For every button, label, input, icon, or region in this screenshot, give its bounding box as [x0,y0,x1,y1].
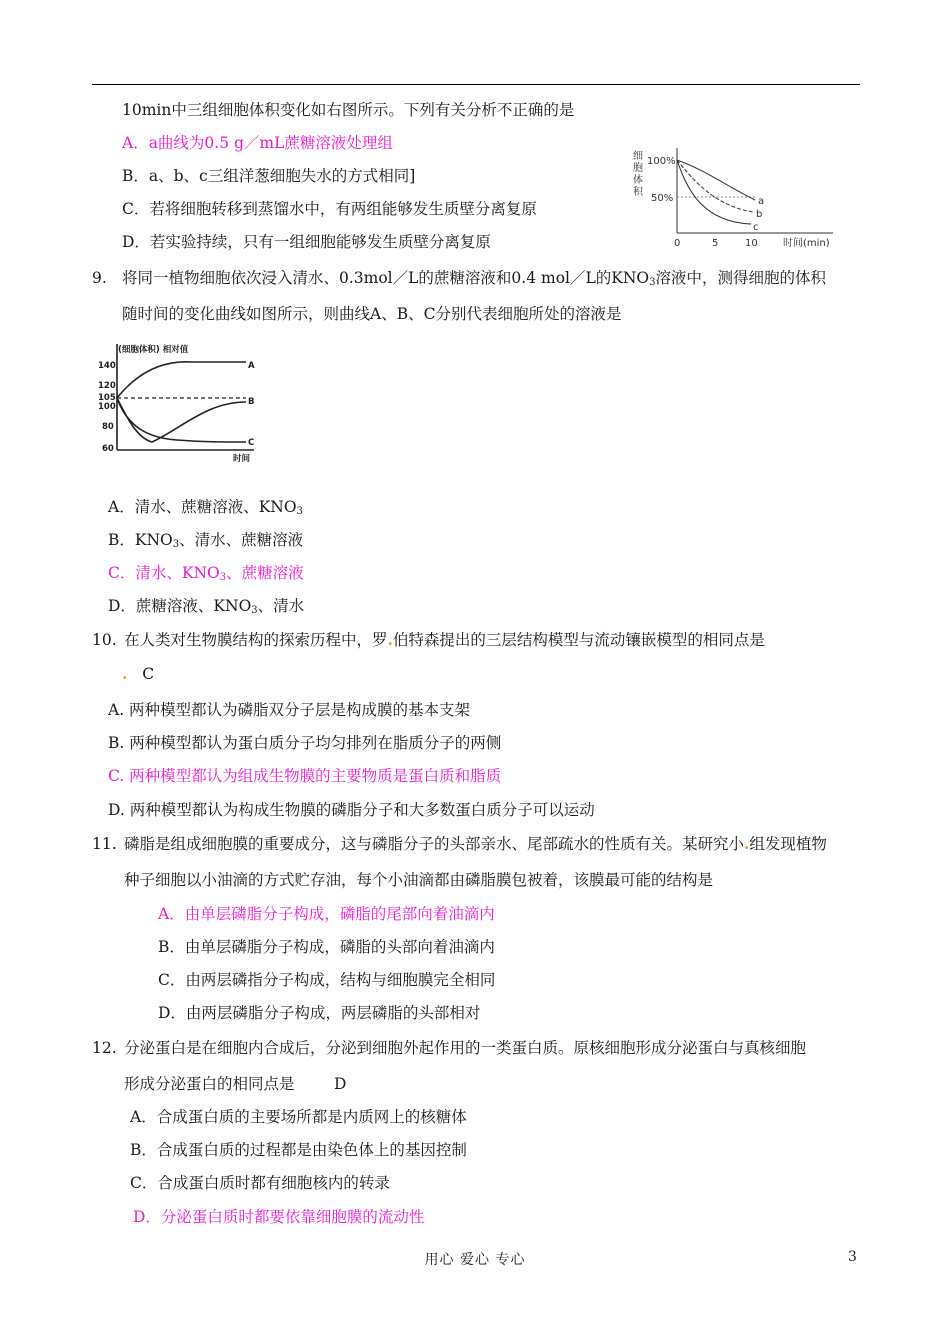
q12-number: 12. [92,1039,117,1057]
q10-number: 10. [92,631,117,649]
q9-curve-label-c: C [248,438,255,448]
q9-number: 9. [92,269,107,287]
q9-ytick-105: 105 [98,393,116,403]
q9-ytick-120: 120 [98,381,116,391]
q9-ytick-140: 140 [98,361,116,371]
q9-curve-label-b: B [248,397,255,407]
q8-option-c: C．若将细胞转移到蒸馏水中，有两组能够发生质壁分离复原 [122,200,537,218]
q12-stem-line2: 形成分泌蛋白的相同点是 D [124,1075,347,1093]
q9-ytick-100: 100 [98,402,116,412]
q8-ytick-50: 50% [651,193,674,204]
q8-option-d: D．若实验持续，只有一组细胞能够发生质壁分离复原 [122,233,491,251]
q8-ylabel-4: 积 [633,187,643,198]
q11-option-a: A．由单层磷脂分子构成，磷脂的尾部向着油滴内 [158,905,495,923]
q8-stem: 10min中三组细胞体积变化如右图所示。下列有关分析不正确的是 [122,101,575,119]
q12-option-a: A．合成蛋白质的主要场所都是内质网上的核糖体 [130,1108,467,1126]
q10-stem: 在人类对生物膜结构的探索历程中，罗.伯特森提出的三层结构模型与流动镶嵌模型的相同点是 [124,630,765,649]
q9-curve-b [117,398,246,442]
q10-answer: C [142,665,155,683]
q12-stem-line1: 分泌蛋白是在细胞内合成后，分泌到细胞外起作用的一类蛋白质。原核细胞形成分泌蛋白与真核细胞 [124,1039,807,1057]
q8-ylabel-3: 体 [633,175,643,186]
q12-option-b: B．合成蛋白质的过程都是由染色体上的基因控制 [130,1141,467,1159]
q9-ytick-60: 60 [102,444,114,454]
q9-stem-line2: 随时间的变化曲线如图所示，则曲线A、B、C分别代表细胞所处的溶液是 [122,305,622,323]
q8-xtick-0: 0 [674,238,681,249]
q8-curve-a [677,160,755,200]
q8-ylabel-2: 胞 [633,163,643,174]
q11-stem-line1: 磷脂是组成细胞膜的重要成分，这与磷脂分子的头部亲水、尾部疏水的性质有关。某研究小.组发现植物 [124,834,827,853]
q11-option-c: C．由两层磷指分子构成，结构与细胞膜完全相同 [158,971,496,989]
q9-option-d: D．蔗糖溶液、$KNO_3$、清水 [108,597,305,616]
q8-option-a: A．a曲线为0.5 g／mL蔗糖溶液处理组 [122,134,393,152]
q10-option-a: A. 两种模型都认为磷脂双分子层是构成膜的基本支架 [108,701,471,719]
q9-option-a: A．清水、蔗糖溶液、$KNO_3$ [108,498,303,517]
q11-option-d: D．由两层磷脂分子构成，两层磷脂的头部相对 [158,1004,481,1022]
q8-figure [625,140,845,252]
q9-figure [92,338,267,468]
q9-option-c: C．清水、$KNO_3$、蔗糖溶液 [108,564,304,583]
footer-motto: 用心 爱心 专心 [424,1252,526,1268]
q10-option-b: B. 两种模型都认为蛋白质分子均匀排列在脂质分子的两侧 [108,734,502,752]
q9-option-b: B．$KNO_3$、清水、蔗糖溶液 [108,531,304,550]
page-number: 3 [848,1249,857,1265]
q10-option-c: C. 两种模型都认为组成生物膜的主要物质是蛋白质和脂质 [108,767,502,785]
q9-stem-line1: 将同一植物细胞依次浸入清水、0.3mol／L的蔗糖溶液和0.4 mol／L的$KNO_3$溶液中，测得细胞的体积 [122,269,827,288]
q11-number: 11. [92,835,117,853]
q8-option-b: B．a、b、c三组洋葱细胞失水的方式相同] [122,167,416,185]
q8-xtick-5: 5 [712,238,719,249]
q9-curve-label-a: A [248,361,255,371]
q8-curve-label-a: a [758,196,765,207]
q8-xlabel: 时间(min) [783,238,830,249]
q8-xtick-10: 10 [745,238,758,249]
q9-curve-a [117,362,246,398]
q9-figure-title: (细胞体积) 相对值 [118,345,189,355]
q8-curve-label-b: b [756,209,763,220]
q8-ylabel-1: 细 [633,151,643,162]
q12-option-d: D．分泌蛋白质时都要依靠细胞膜的流动性 [133,1208,425,1226]
q11-option-b: B．由单层磷脂分子构成，磷脂的头部向着油滴内 [158,938,495,956]
q8-ytick-100: 100% [647,156,676,167]
header-rule [92,84,860,85]
q8-curve-label-c: c [753,222,759,233]
q11-stem-line2: 种子细胞以小油滴的方式贮存油，每个小油滴都由磷脂膜包被着，该膜最可能的结构是 [124,871,714,889]
q12-option-c: C．合成蛋白质时都有细胞核内的转录 [130,1174,390,1192]
q9-ytick-80: 80 [102,422,114,432]
q12-answer: D [333,1075,347,1093]
q9-xlabel: 时间 [233,454,251,464]
q10-answer-line: . C [122,664,155,683]
q10-option-d: D. 两种模型都认为构成生物膜的磷脂分子和大多数蛋白质分子可以运动 [108,801,595,819]
